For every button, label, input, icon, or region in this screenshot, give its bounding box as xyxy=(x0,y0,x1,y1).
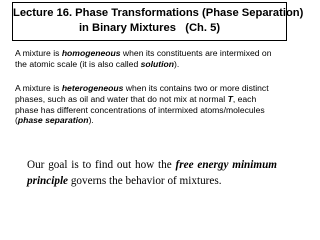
text: ). xyxy=(174,58,180,69)
text: the atomic scale (it is also called xyxy=(15,58,141,69)
slide-title-line-1: Lecture 16. Phase Transformations (Phase Separation) xyxy=(13,7,304,19)
slide-title-line-2: in Binary Mixtures (Ch. 5) xyxy=(78,22,221,34)
text: when its constituents are intermixed on xyxy=(120,48,272,58)
heterogeneous-line-3: phase has different concentrations of intermixed atoms/molecules xyxy=(15,104,265,115)
text: A mixture is xyxy=(15,83,62,93)
term-principle: principle xyxy=(27,174,69,187)
text: when its contains two or more distinct xyxy=(123,83,269,93)
goal-statement xyxy=(27,158,277,189)
text: phases, such as oil and water that do not mix at normal xyxy=(15,93,228,104)
goal-line-1 xyxy=(27,158,277,174)
text: ( xyxy=(15,115,18,126)
slide-title-box xyxy=(12,2,304,41)
heterogeneous-line-4 xyxy=(15,115,293,126)
text: governs the behavior of mixtures. xyxy=(68,174,222,187)
heterogeneous-definition xyxy=(15,83,293,126)
heterogeneous-line-1 xyxy=(15,83,293,94)
term-phase-separation: phase separation xyxy=(17,115,89,126)
homogeneous-line-1 xyxy=(15,48,293,59)
term-free-energy-minimum: free energy minimum xyxy=(175,159,278,171)
term-homogeneous: homogeneous xyxy=(61,48,121,58)
goal-line-2 xyxy=(27,174,277,190)
term-heterogeneous: heterogeneous xyxy=(61,83,124,93)
text: Our goal is to find out how the xyxy=(27,159,176,171)
homogeneous-definition xyxy=(15,48,293,70)
text: , each xyxy=(232,93,257,104)
text: A mixture is xyxy=(15,48,62,58)
term-solution: solution xyxy=(140,58,175,69)
term-temperature: T xyxy=(227,93,233,104)
heterogeneous-line-2 xyxy=(15,94,293,105)
text: ). xyxy=(88,115,94,126)
homogeneous-line-2 xyxy=(15,59,293,70)
